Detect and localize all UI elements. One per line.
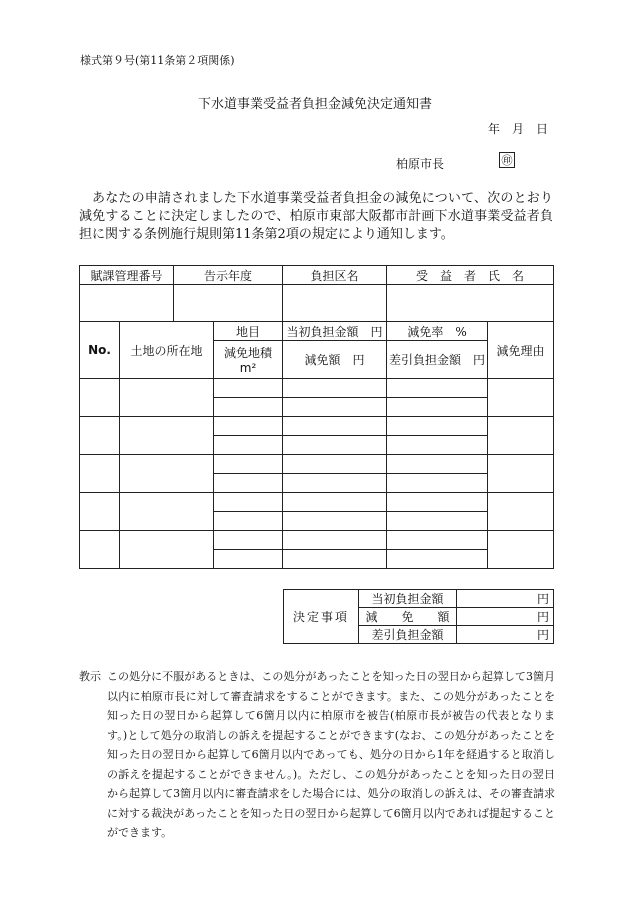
area-cell[interactable] <box>214 512 283 531</box>
net-amount-cell[interactable] <box>387 474 488 493</box>
notice-text: この処分に不服があるときは、この処分があったことを知った日の翌日から起算して3箇月以内に柏原市長に対して審査請求をすることができます。また、この処分があったことを知った日の翌日から起算して6箇月以内に柏原市を被告(柏原市長が被告の代表となります。)として処分の取消しの訴えを提起することができます(なお、この処分があったことを知った日の翌日から起算して6箇月以内であっても、処分の日から1年を経過すると取消しの訴えを提起することができません。)。ただし、この処分があったことを知った日の翌日から起算して3箇月以内に審査請求をした場合には、処分の取消しの訴えは、その審査請求に対する裁決があったことを知った日の翌日から起算して6箇月以内であれば提起することができます。 <box>107 670 555 839</box>
land-category-header: 地目 <box>214 322 283 341</box>
area-cell[interactable] <box>214 474 283 493</box>
notification-body: あなたの申請されました下水道事業受益者負担金の減免について、次のとおり減免することに決定しましたので、柏原市東部大阪都市計画下水道事業受益者負担に関する条例施行規則第11条第2項の規定により通知します。 <box>79 191 553 242</box>
table-row <box>80 531 554 550</box>
table-row <box>80 379 554 398</box>
table-top-entry-row <box>80 285 554 322</box>
table-row <box>80 455 554 474</box>
exemption-rate-cell[interactable] <box>387 417 488 436</box>
initial-amount-cell[interactable] <box>283 531 387 550</box>
table-row <box>80 493 554 512</box>
notice-year-cell[interactable] <box>174 285 283 322</box>
net-amount-cell[interactable] <box>387 398 488 417</box>
decision-table <box>283 589 554 644</box>
decision-label: 決定事項 <box>284 590 359 644</box>
exemption-amount-cell[interactable] <box>283 550 387 569</box>
land-category-cell[interactable] <box>214 379 283 398</box>
reason-cell[interactable] <box>488 379 554 417</box>
no-cell[interactable] <box>80 455 120 493</box>
column-header-row <box>80 322 554 341</box>
exemption-rate-header: 減免率 % <box>387 322 488 341</box>
net-amount-header: 差引負担金額 円 <box>387 341 488 379</box>
appeal-notice <box>79 667 555 843</box>
area-cell[interactable] <box>214 436 283 455</box>
initial-amount-header: 当初負担金額 円 <box>283 322 387 341</box>
reason-header: 減免理由 <box>488 322 554 379</box>
exemption-amount-cell[interactable] <box>283 512 387 531</box>
location-cell[interactable] <box>120 379 214 417</box>
initial-amount-cell[interactable] <box>283 493 387 512</box>
reason-cell[interactable] <box>488 455 554 493</box>
decision-item-label: 減 免 額 <box>359 608 457 626</box>
beneficiary-name-header: 受 益 者 氏 名 <box>387 266 554 285</box>
exemption-amount-cell[interactable] <box>283 474 387 493</box>
exemption-rate-cell[interactable] <box>387 455 488 474</box>
location-cell[interactable] <box>120 493 214 531</box>
reason-cell[interactable] <box>488 531 554 569</box>
notice-label: 教示 <box>79 670 101 683</box>
land-category-cell[interactable] <box>214 417 283 436</box>
no-header: No. <box>80 322 120 379</box>
seal-mark: ㊞ <box>499 152 515 168</box>
beneficiary-name-cell[interactable] <box>387 285 554 322</box>
reason-cell[interactable] <box>488 417 554 455</box>
land-category-cell[interactable] <box>214 531 283 550</box>
exemption-rate-cell[interactable] <box>387 531 488 550</box>
table-row <box>80 417 554 436</box>
district-header: 負担区名 <box>283 266 387 285</box>
exemption-amount-header: 減免額 円 <box>283 341 387 379</box>
notice-year-header: 告示年度 <box>174 266 283 285</box>
exemption-amount-cell[interactable] <box>283 398 387 417</box>
date-line: 年 月 日 <box>488 122 549 136</box>
decision-item-label: 差引負担金額 <box>359 626 457 644</box>
table-top-header-row <box>80 266 554 285</box>
area-header <box>214 341 283 379</box>
location-cell[interactable] <box>120 531 214 569</box>
levy-number-header: 賦課管理番号 <box>80 266 174 285</box>
decision-amount-cell[interactable]: 円 <box>457 608 554 626</box>
land-category-cell[interactable] <box>214 493 283 512</box>
form-number: 様式第９号(第11条第２項関係) <box>80 54 235 67</box>
issuer-name: 柏原市長 <box>396 157 445 171</box>
no-cell[interactable] <box>80 493 120 531</box>
district-cell[interactable] <box>283 285 387 322</box>
exemption-amount-cell[interactable] <box>283 436 387 455</box>
net-amount-cell[interactable] <box>387 512 488 531</box>
initial-amount-cell[interactable] <box>283 417 387 436</box>
land-category-cell[interactable] <box>214 455 283 474</box>
location-header: 土地の所在地 <box>120 322 214 379</box>
decision-amount-cell[interactable]: 円 <box>457 626 554 644</box>
exemption-table <box>79 265 554 569</box>
decision-row <box>284 590 554 608</box>
initial-amount-cell[interactable] <box>283 455 387 474</box>
no-cell[interactable] <box>80 417 120 455</box>
exemption-rate-cell[interactable] <box>387 493 488 512</box>
location-cell[interactable] <box>120 417 214 455</box>
reason-cell[interactable] <box>488 493 554 531</box>
location-cell[interactable] <box>120 455 214 493</box>
area-cell[interactable] <box>214 398 283 417</box>
decision-item-label: 当初負担金額 <box>359 590 457 608</box>
exemption-rate-cell[interactable] <box>387 379 488 398</box>
document-title: 下水道事業受益者負担金減免決定通知書 <box>197 97 432 112</box>
no-cell[interactable] <box>80 379 120 417</box>
net-amount-cell[interactable] <box>387 436 488 455</box>
area-cell[interactable] <box>214 550 283 569</box>
net-amount-cell[interactable] <box>387 550 488 569</box>
no-cell[interactable] <box>80 531 120 569</box>
area-header-label: 減免地積 <box>224 346 273 360</box>
levy-number-cell[interactable] <box>80 285 174 322</box>
area-unit: m² <box>239 361 257 375</box>
decision-amount-cell[interactable]: 円 <box>457 590 554 608</box>
initial-amount-cell[interactable] <box>283 379 387 398</box>
